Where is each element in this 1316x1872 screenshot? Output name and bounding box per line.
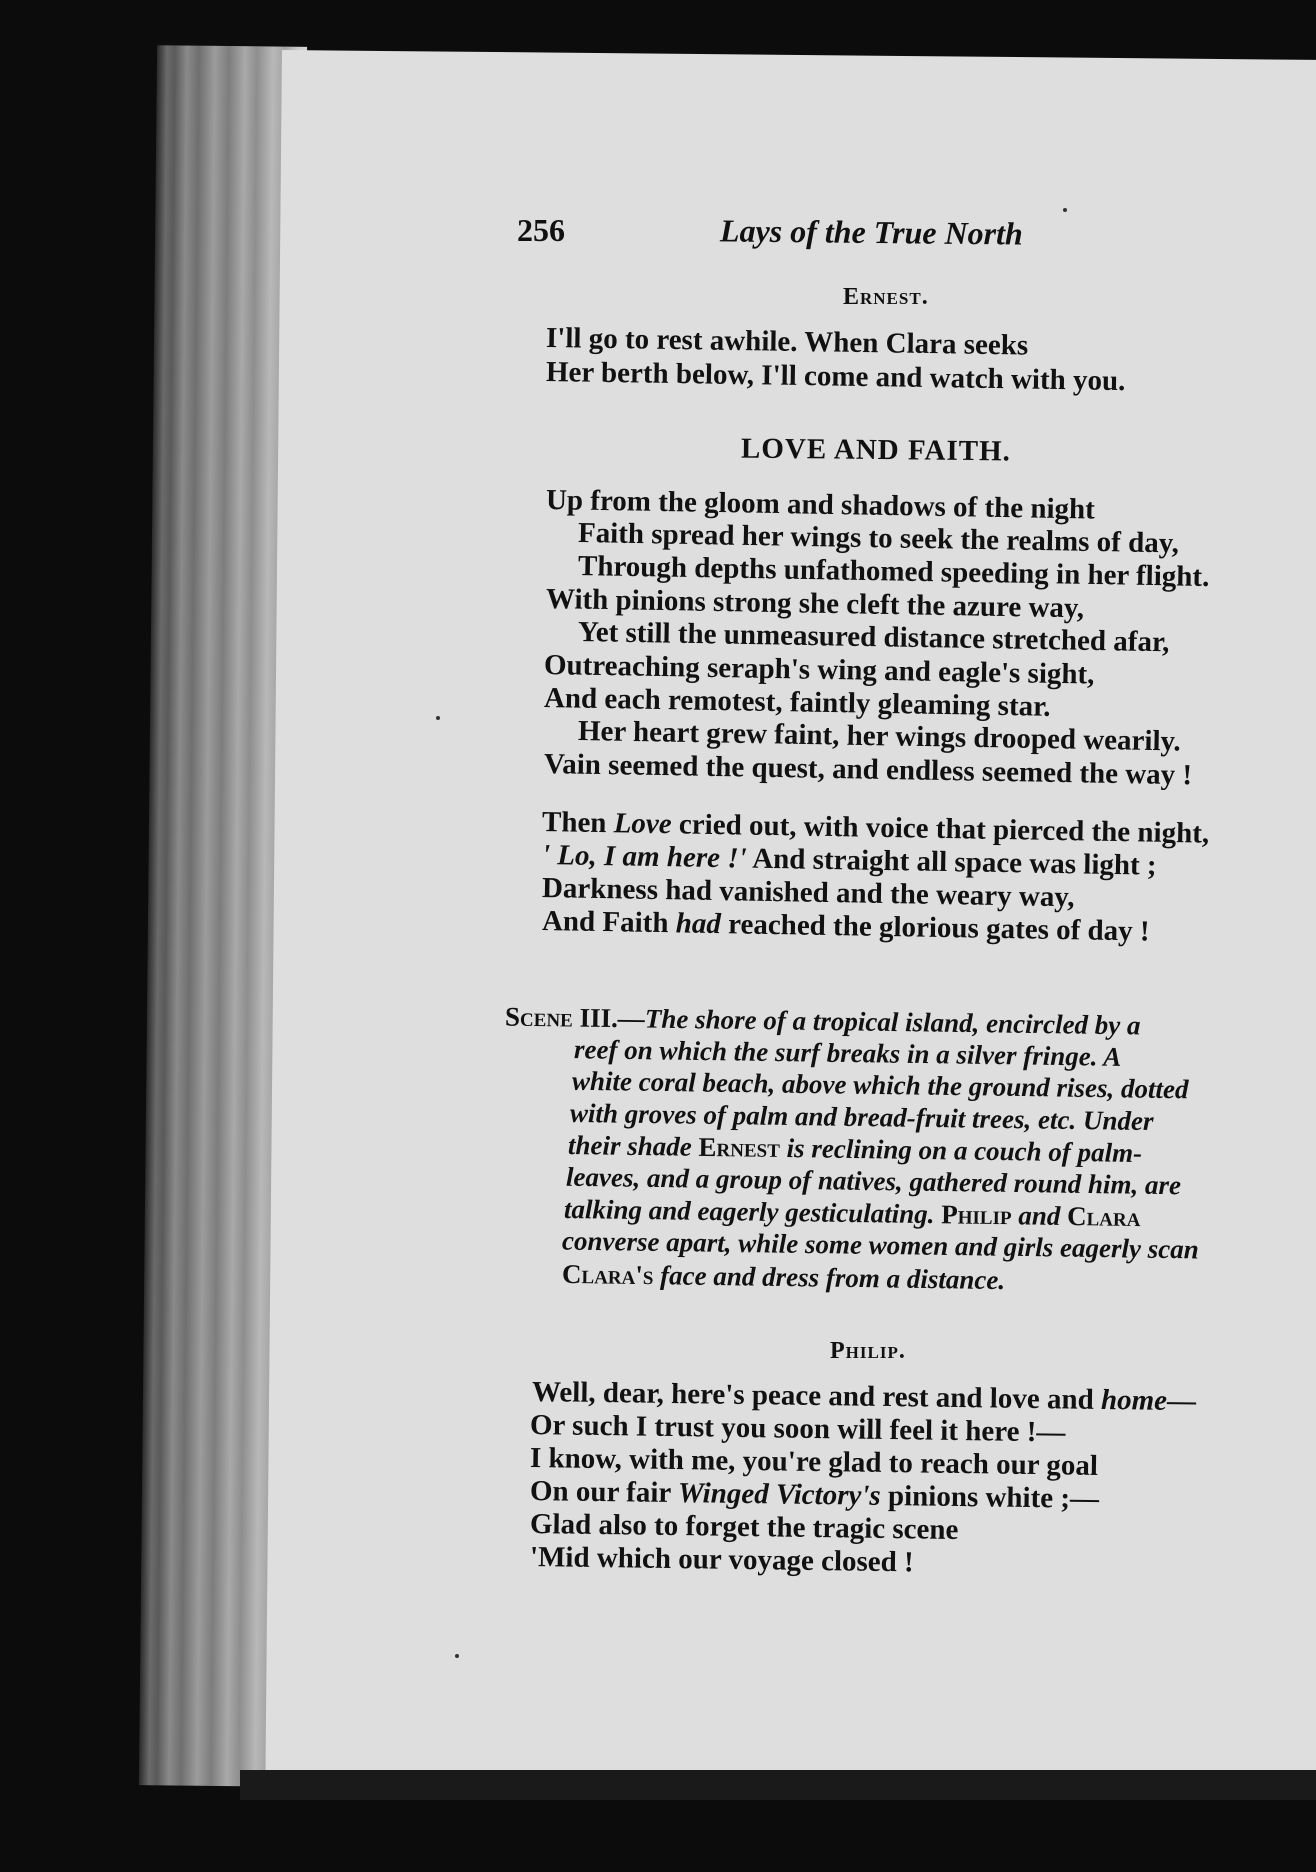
print-speck	[1063, 208, 1067, 212]
scene-heading: Scene III.—The shore of a tropical island, encircled by a	[504, 1001, 1141, 1041]
scene-line: reef on which the surf breaks in a silver fringe. A	[573, 1034, 1122, 1072]
poem-line: And Faith had reached the glorious gates of day !	[541, 905, 1150, 948]
poem-line: And each remotest, faintly gleaming star.	[543, 682, 1051, 723]
print-speck	[455, 1654, 459, 1658]
ernest-line-1: I'll go to rest awhile. When Clara seeks	[545, 322, 1029, 362]
scene-line: their shade Ernest is reclining on a couch of palm-	[567, 1129, 1143, 1169]
page-number: 256	[517, 212, 565, 248]
scene-line: white coral beach, above which the ground rises, dotted	[571, 1065, 1189, 1105]
poem-line: ' Lo, I am here !' And straight all space was light ;	[541, 839, 1157, 882]
poem-line: Faith spread her wings to seek the realms of day,	[577, 517, 1180, 560]
poem-line: Her heart grew faint, her wings drooped wearily.	[577, 715, 1181, 758]
ernest-line-2: Her berth below, I'll come and watch with you.	[545, 356, 1126, 398]
philip-line: Well, dear, here's peace and rest and love and home—	[531, 1376, 1197, 1418]
scene-line: with groves of palm and bread-fruit trees, etc. Under	[569, 1097, 1154, 1137]
running-title: Lays of the True North	[719, 212, 1023, 252]
scene-line: converse apart, while some women and girls eagerly scan	[561, 1225, 1199, 1265]
philip-line: Glad also to forget the tragic scene	[529, 1508, 959, 1546]
poem-title: LOVE AND FAITH.	[740, 432, 1012, 468]
poem-line: Through depths unfathomed speeding in her flight.	[577, 550, 1210, 594]
philip-line: On our fair Winged Victory's pinions white ;—	[529, 1475, 1100, 1515]
poem-line: Then Love cried out, with voice that pierced the night,	[541, 806, 1210, 850]
philip-line: I know, with me, you're glad to reach our goal	[529, 1442, 1099, 1482]
poem-line: Yet still the unmeasured distance stretched afar,	[577, 616, 1170, 659]
scene-line: leaves, and a group of natives, gathered round him, are	[565, 1161, 1182, 1201]
poem-line: Outreaching seraph's wing and eagle's sight,	[543, 649, 1095, 691]
poem-line: Vain seemed the quest, and endless seemed the way !	[543, 748, 1193, 792]
philip-line: 'Mid which our voyage closed !	[529, 1541, 914, 1579]
poem-line: With pinions strong she cleft the azure way,	[545, 583, 1085, 625]
speaker-philip: Philip.	[830, 1338, 906, 1364]
poem-line: Darkness had vanished and the weary way,	[541, 872, 1075, 914]
scene-line: talking and eagerly gesticulating. Philip and Clara	[563, 1193, 1141, 1233]
print-speck	[436, 716, 440, 720]
scene-line: Clara's face and dress from a distance.	[561, 1258, 1006, 1296]
poem-line: Up from the gloom and shadows of the night	[545, 484, 1096, 526]
philip-line: Or such I trust you soon will feel it here !—	[529, 1409, 1066, 1449]
speaker-ernest: Ernest.	[843, 284, 929, 310]
